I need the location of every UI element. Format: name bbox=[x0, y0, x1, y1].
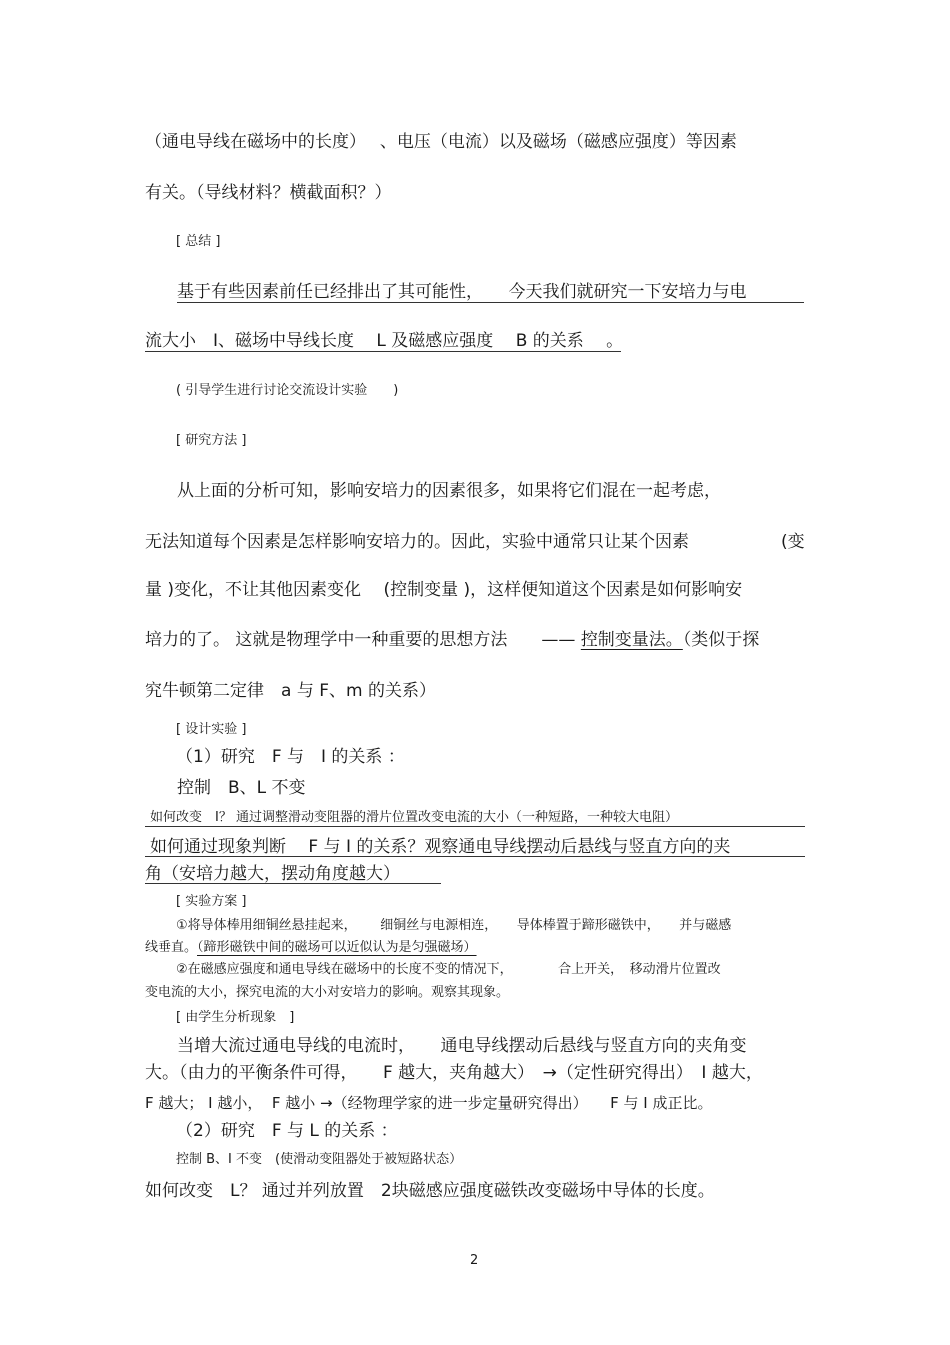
text-line: 变电流的大小，探究电流的大小对安培力的影响。观察其现象。 bbox=[145, 985, 510, 1000]
text-line: ②在磁感应强度和通电导线在磁场中的长度不变的情况下， 合上开关， 移动滑片位置改 bbox=[176, 962, 721, 977]
text-line: 控制 B、L 不变 bbox=[177, 778, 306, 798]
subheading: （2）研究 F 与 L 的关系 ： bbox=[176, 1121, 398, 1141]
section-label: [ 实验方案 ] bbox=[176, 894, 247, 909]
text-line: 流大小 I、磁场中导线长度 L 及磁感应强度 B 的关系 。 bbox=[145, 331, 624, 351]
underlined-term: 控制变量法。 bbox=[580, 630, 683, 650]
text-line: 基于有些因素前任已经排出了其可能性， 今天我们就研究一下安培力与电 bbox=[177, 282, 747, 302]
text-line: 有关。（导线材料？横截面积？） bbox=[145, 183, 392, 203]
note-line: ( 引导学生进行讨论交流设计实验 ) bbox=[176, 383, 399, 398]
page-number: 2 bbox=[470, 1253, 479, 1268]
section-label: [ 设计实验 ] bbox=[176, 722, 247, 737]
text-line: 线垂直。（蹄形磁铁中间的磁场可以近似认为是匀强磁场） bbox=[145, 940, 477, 955]
text-line: （通电导线在磁场中的长度） 、电压（电流）以及磁场（磁感应强度）等因素 bbox=[145, 132, 737, 152]
underline-rule bbox=[145, 351, 621, 352]
text-line: 量 )变化，不让其他因素变化 (控制变量 )，这样便知道这个因素是如何影响安 bbox=[145, 580, 743, 600]
text-line: 如何改变 L？ 通过并列放置 2块磁感应强度磁铁改变磁场中导体的长度。 bbox=[145, 1181, 715, 1201]
text-line: ①将导体棒用细铜丝悬挂起来， 细铜丝与电源相连， 导体棒置于蹄形磁铁中， 并与磁感 bbox=[176, 918, 732, 933]
underline-rule bbox=[145, 856, 805, 857]
section-label: [ 研究方法 ] bbox=[176, 433, 247, 448]
underline-rule bbox=[177, 302, 804, 303]
subheading: （1）研究 F 与 I 的关系 ： bbox=[176, 747, 405, 767]
text-line: 如何改变 I？ 通过调整滑动变阻器的滑片位置改变电流的大小（一种短路，一种较大电阻） bbox=[150, 810, 678, 825]
underline-rule bbox=[145, 883, 441, 884]
text-line: 当增大流过通电导线的电流时， 通电导线摆动后悬线与竖直方向的夹角变 bbox=[177, 1036, 747, 1056]
underline-rule bbox=[145, 826, 805, 827]
underlined-note: （蹄形磁铁中间的磁场可以近似认为是匀强磁场） bbox=[197, 940, 477, 955]
text-line: 培力的了。 这就是物理学中一种重要的思想方法 —— 控制变量法。（类似于探 bbox=[145, 630, 760, 650]
text-line: 控制 B、I 不变 (使滑动变阻器处于被短路状态） bbox=[176, 1152, 463, 1167]
section-label: [ 总结 ] bbox=[176, 234, 221, 249]
text-line: 角（安培力越大，摆动角度越大） bbox=[145, 864, 400, 884]
text-line: 从上面的分析可知，影响安培力的因素很多，如果将它们混在一起考虑， bbox=[177, 481, 721, 501]
text-line: 如何通过现象判断 F 与 I 的关系？观察通电导线摆动后悬线与竖直方向的夹 bbox=[150, 837, 731, 857]
text-line: F 越大； I 越小， F 越小 →（经物理学家的进一步定量研究得出） F 与 I 成正比。 bbox=[145, 1094, 713, 1112]
text-line: 大。（由力的平衡条件可得， F 越大，夹角越大） →（定性研究得出） I 越大， bbox=[145, 1063, 763, 1083]
text-line: (变 bbox=[781, 532, 805, 552]
text-line: 究牛顿第二定律 a 与 F、m 的关系） bbox=[145, 681, 436, 701]
section-label: [ 由学生分析现象 ] bbox=[176, 1010, 295, 1025]
text-line: 无法知道每个因素是怎样影响安培力的。因此，实验中通常只让某个因素 bbox=[145, 532, 689, 552]
